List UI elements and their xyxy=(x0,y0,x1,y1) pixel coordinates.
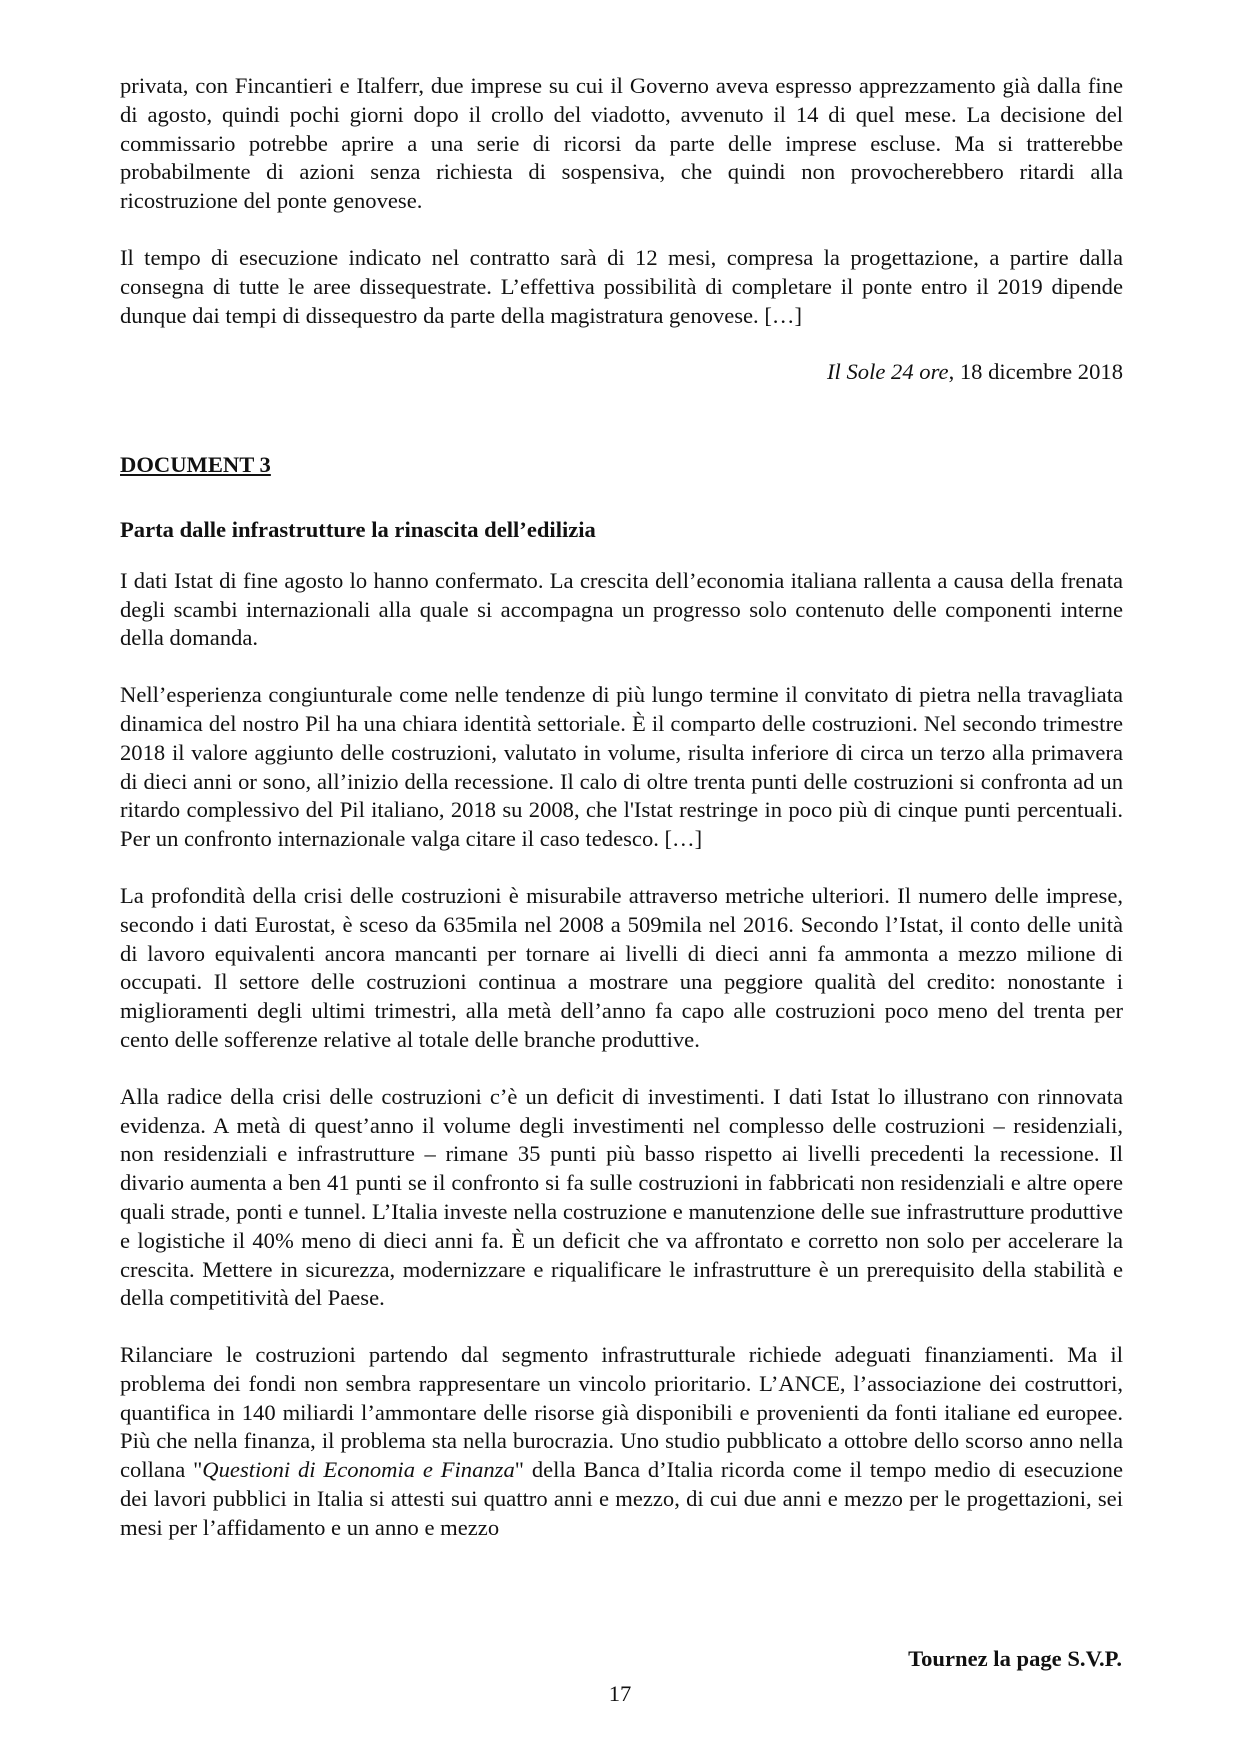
turn-page-note: Tournez la page S.V.P. xyxy=(908,1646,1122,1671)
paragraph-execution-time: Il tempo di esecuzione indicato nel contratto sarà di 12 mesi, compresa la progettazione, a partire dalla consegna di tutte le aree dissequestrate. L’effettiva possibilità di completare il ponte entro il 2019 dipende dunque dai tempi di dissequestro da parte della magistratura genovese. […] xyxy=(120,244,1123,328)
paragraph-istat: I dati Istat di fine agosto lo hanno confermato. La crescita dell’economia italiana rallenta a causa della frenata degli scambi internazionali alla quale si accompagna un progresso solo contenuto delle componenti interne della domanda. xyxy=(120,567,1123,651)
paragraph-continued: privata, con Fincantieri e Italferr, due imprese su cui il Governo aveva espresso apprezzamento già dalla fine di agosto, quindi pochi giorni dopo il crollo del viadotto, avvenuto il 14 di quel mese. La decisione del commissario potrebbe aprire a una serie di ricorsi da parte delle imprese escluse. Ma si tratterebbe probabilmente di azioni senza richiesta di sospensiva, che quindi non provocherebbero ritardi alla ricostruzione del ponte genovese. xyxy=(120,73,1123,214)
source-citation xyxy=(120,358,1123,387)
source-publication: Il Sole 24 ore xyxy=(827,359,949,385)
page-number: 17 xyxy=(608,1681,632,1706)
source-date: , 18 dicembre 2018 xyxy=(948,359,1123,385)
article-title: Parta dalle infrastrutture la rinascita dell’edilizia xyxy=(120,516,596,542)
document-page xyxy=(120,72,1123,1571)
paragraph-construction-sector: Nell’esperienza congiunturale come nelle tendenze di più lungo termine il convitato di pietra nella travagliata dinamica del nostro Pil ha una chiara identità settoriale. È il comparto delle costruzioni. Nel secondo trimestre 2018 il valore aggiunto delle costruzioni, valutato in volume, risulta inferiore di circa un terzo alla primavera di dieci anni or sono, all’inizio della recessione. Il calo di oltre trenta punti delle costruzioni si confronta ad un ritardo complessivo del Pil italiano, 2018 su 2008, che l'Istat restringe in poco più di cinque punti percentuali. Per un confronto internazionale valga citare il caso tedesco. […] xyxy=(120,682,1123,852)
paragraph-funding-part2: " della Banca d’Italia ricorda come il tempo medio di esecuzione dei lavori pubblici in Italia si attesti sui quattro anni e mezzo, di cui due anni e mezzo per le progettazioni, sei mesi per l’affidamento e un anno e mezzo xyxy=(120,1457,1123,1540)
paragraph-funding-part1: Rilanciare le costruzioni partendo dal segmento infrastrutturale richiede adeguati finanziamenti. Ma il problema dei fondi non sembra rappresentare un vincolo prioritario. L’ANCE, l’associazione dei costruttori, quantifica in 140 miliardi l’ammontare delle risorse già disponibili e provenienti da fonti italiane ed europee. Più che nella finanza, il problema sta nella burocrazia. Uno studio pubblicato a ottobre dello scorso anno nella collana " xyxy=(120,1342,1123,1483)
document-heading: DOCUMENT 3 xyxy=(120,452,271,478)
paragraph-funding-italic: Questioni di Economia e Finanza xyxy=(202,1457,515,1483)
paragraph-funding xyxy=(120,1341,1123,1543)
paragraph-crisis-depth: La profondità della crisi delle costruzioni è misurabile attraverso metriche ulteriori. Il numero delle imprese, secondo i dati Eurostat, è sceso da 635mila nel 2008 a 509mila nel 2016. Secondo l’Istat, il conto delle unità di lavoro equivalenti ancora mancanti per tornare ai livelli di dieci anni fa ammonta a mezzo milione di occupati. Il settore delle costruzioni continua a mostrare una peggiore qualità del credito: nonostante i miglioramenti degli ultimi trimestri, alla metà dell’anno fa capo alle costruzioni poco meno del trenta per cento delle sofferenze relative al totale delle branche produttive. xyxy=(120,882,1123,1052)
paragraph-investment-deficit: Alla radice della crisi delle costruzioni c’è un deficit di investimenti. I dati Istat lo illustrano con rinnovata evidenza. A metà di quest’anno il volume degli investimenti nel complesso delle costruzioni – residenziali, non residenziali e infrastrutture – rimane 35 punti più basso rispetto ai livelli precedenti la recessione. Il divario aumenta a ben 41 punti se il confronto si fa sulle costruzioni in fabbricati non residenziali e altre opere quali strade, ponti e tunnel. L’Italia investe nella costruzione e manutenzione delle sue infrastrutture produttive e logistiche il 40% meno di dieci anni fa. È un deficit che va affrontato e corretto non solo per accelerare la crescita. Mettere in sicurezza, modernizzare e riqualificare le infrastrutture è un prerequisito della stabilità e della competitività del Paese. xyxy=(120,1083,1123,1311)
